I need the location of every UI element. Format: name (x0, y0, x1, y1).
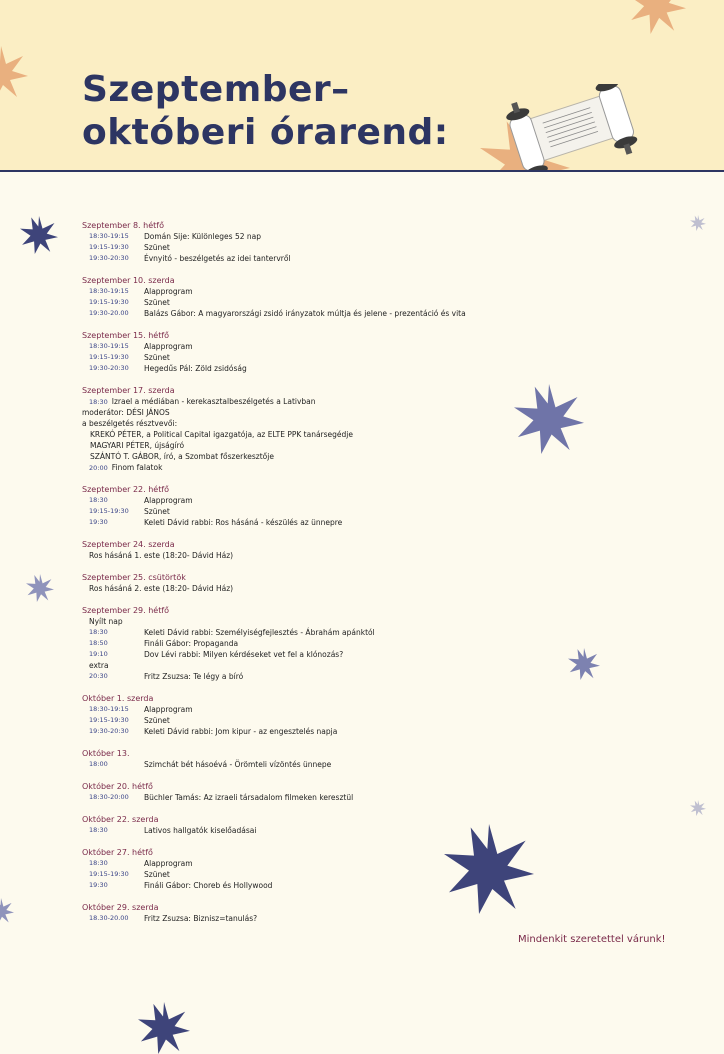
event-label: Finom falatok (112, 463, 163, 472)
event-label: Fináli Gábor: Propaganda (144, 638, 238, 649)
event-label: Domán Sije: Különleges 52 nap (144, 231, 261, 242)
schedule-row (82, 286, 522, 297)
time-label: 19:15-19:30 (82, 297, 144, 308)
time-label: 19:15-19:30 (82, 352, 144, 363)
time-label: 18:30-19:15 (82, 704, 144, 715)
header-band (0, 0, 724, 172)
time-label: 19:15-19:30 (82, 506, 144, 517)
time-label: 19:30 (82, 880, 144, 891)
day-title: Október 27. hétfő (82, 847, 522, 858)
schedule-row (82, 726, 522, 737)
schedule-row (82, 649, 522, 660)
schedule-row (82, 671, 522, 682)
schedule-row (82, 704, 522, 715)
event-label: Szünet (144, 242, 170, 253)
event-label: Büchler Tamás: Az izraeli társadalom filmeken keresztül (144, 792, 353, 803)
event-label: Szünet (144, 297, 170, 308)
event-label: Szünet (144, 715, 170, 726)
day-title: Október 29. szerda (82, 902, 522, 913)
event-label: Dov Lévi rabbi: Milyen kérdéseket vet fel a klónozás? (144, 649, 343, 660)
schedule-row (82, 715, 522, 726)
time-label: 19:15-19:30 (82, 715, 144, 726)
event-label: Keleti Dávid rabbi: Ros hásáná - készülés az ünnepre (144, 517, 342, 528)
schedule-row (82, 297, 522, 308)
event-detail-line: SZÁNTÓ T. GÁBOR, író, a Szombat főszerkesztője (82, 451, 522, 462)
event-label: Ros hásáná 2. este (18:20- Dávid Ház) (82, 583, 522, 594)
torah-scroll-icon (498, 84, 648, 172)
schedule-row (82, 627, 522, 638)
footer-message: Mindenkit szeretettel várunk! (518, 934, 666, 945)
title-line-1: Szeptember– (82, 68, 449, 111)
time-label: 18.30-20.00 (82, 913, 144, 924)
day-title: Szeptember 8. hétfő (82, 220, 522, 231)
schedule-row (82, 253, 522, 264)
schedule-day (82, 748, 522, 770)
event-label: Hegedűs Pál: Zöld zsidóság (144, 363, 247, 374)
schedule-day (82, 484, 522, 528)
day-title: Szeptember 22. hétfő (82, 484, 522, 495)
schedule-row (82, 462, 522, 473)
schedule-row (82, 308, 522, 319)
schedule-row (82, 913, 522, 924)
time-label: 19:30-20.00 (82, 308, 144, 319)
event-label: Alapprogram (144, 858, 193, 869)
time-label: 20:30 (82, 671, 144, 682)
schedule-row (82, 880, 522, 891)
time-label: 19:30-20:30 (82, 363, 144, 374)
time-label: 20:00 (89, 464, 108, 472)
schedule-day (82, 814, 522, 836)
event-detail-line: MAGYARI PÉTER, újságíró (82, 440, 522, 451)
schedule-day (82, 693, 522, 737)
day-title: Szeptember 10. szerda (82, 275, 522, 286)
time-label: 18:30-19:15 (82, 231, 144, 242)
time-label: 18:30 (82, 825, 144, 836)
time-label: 18:30 (89, 398, 108, 406)
decorative-star-icon (690, 215, 706, 231)
schedule-day (82, 220, 522, 264)
schedule-day (82, 847, 522, 891)
schedule-row (82, 363, 522, 374)
time-label: 19:15-19:30 (82, 242, 144, 253)
schedule-day (82, 330, 522, 374)
event-detail-line: a beszélgetés résztvevői: (82, 418, 522, 429)
event-label: Keleti Dávid rabbi: Személyiségfejlesztés - Ábrahám apánktól (144, 627, 375, 638)
time-label: 18:30-19:15 (82, 341, 144, 352)
event-label: Keleti Dávid rabbi: Jom kipur - az engesztelés napja (144, 726, 337, 737)
day-title: Szeptember 15. hétfő (82, 330, 522, 341)
day-title: Október 1. szerda (82, 693, 522, 704)
schedule-day (82, 572, 522, 594)
event-label: Alapprogram (144, 341, 193, 352)
event-label: Évnyitó - beszélgetés az idei tantervről (144, 253, 291, 264)
time-label: 18:30-19:15 (82, 286, 144, 297)
event-label: Fritz Zsuzsa: Biznisz=tanulás? (144, 913, 257, 924)
decorative-star-icon (26, 574, 54, 602)
schedule-day (82, 781, 522, 803)
time-label: 18:30 (82, 858, 144, 869)
event-label: Szünet (144, 352, 170, 363)
time-label: 19:15-19:30 (82, 869, 144, 880)
day-title: Október 22. szerda (82, 814, 522, 825)
time-label: 18:30 (82, 627, 144, 638)
event-label: Ros hásáná 1. este (18:20- Dávid Ház) (82, 550, 522, 561)
decorative-star-icon (0, 898, 14, 924)
event-label: extra (82, 660, 522, 671)
day-title: Október 20. hétfő (82, 781, 522, 792)
schedule-row (82, 352, 522, 363)
event-detail-line: moderátor: DÉSI JÁNOS (82, 407, 522, 418)
day-title: Október 13. (82, 748, 522, 759)
event-label: Alapprogram (144, 286, 193, 297)
event-label: Alapprogram (144, 704, 193, 715)
day-title: Szeptember 25. csütörtök (82, 572, 522, 583)
schedule-row (82, 792, 522, 803)
decorative-star-icon (628, 0, 686, 34)
event-label: Nyílt nap (82, 616, 522, 627)
day-title: Szeptember 29. hétfő (82, 605, 522, 616)
schedule-row (82, 759, 522, 770)
day-title: Szeptember 17. szerda (82, 385, 522, 396)
event-label: Szimchát bét hásoévá - Örömteli vízöntés ünnepe (144, 759, 331, 770)
schedule-row (82, 396, 522, 407)
event-detail-line: KREKÓ PÉTER, a Political Capital igazgatója, az ELTE PPK tanársegédje (82, 429, 522, 440)
schedule-row (82, 517, 522, 528)
schedule-day (82, 385, 522, 473)
schedule-day (82, 275, 522, 319)
decorative-star-icon (138, 1002, 190, 1054)
event-label: Lativos hallgatók kiselőadásai (144, 825, 256, 836)
event-label: Fináli Gábor: Choreb és Hollywood (144, 880, 272, 891)
time-label: 18:30 (82, 495, 144, 506)
schedule-list (82, 220, 522, 935)
time-label: 19:10 (82, 649, 144, 660)
schedule-row (82, 858, 522, 869)
decorative-star-icon (690, 800, 706, 816)
time-label: 19:30-20:30 (82, 726, 144, 737)
time-label: 19:30 (82, 517, 144, 528)
event-label: Alapprogram (144, 495, 193, 506)
decorative-star-icon (568, 648, 600, 680)
time-label: 18:00 (82, 759, 144, 770)
schedule-row (82, 231, 522, 242)
schedule-row (82, 825, 522, 836)
decorative-star-icon (0, 46, 28, 100)
event-label: Izrael a médiában - kerekasztalbeszélgetés a Lativban (112, 397, 316, 406)
time-label: 18:50 (82, 638, 144, 649)
event-label: Balázs Gábor: A magyarországi zsidó irányzatok múltja és jelene - prezentáció és vita (144, 308, 466, 319)
page-title (82, 68, 449, 154)
schedule-row (82, 506, 522, 517)
decorative-star-icon (20, 216, 58, 254)
schedule-day (82, 902, 522, 924)
decorative-star-icon (514, 384, 584, 454)
event-label: Szünet (144, 506, 170, 517)
day-title: Szeptember 24. szerda (82, 539, 522, 550)
time-label: 18:30-20:00 (82, 792, 144, 803)
schedule-day (82, 605, 522, 682)
schedule-row (82, 242, 522, 253)
event-label: Szünet (144, 869, 170, 880)
title-line-2: októberi órarend: (82, 111, 449, 154)
schedule-day (82, 539, 522, 561)
time-label: 19:30-20:30 (82, 253, 144, 264)
schedule-row (82, 495, 522, 506)
schedule-row (82, 869, 522, 880)
schedule-row (82, 341, 522, 352)
event-label: Fritz Zsuzsa: Te légy a bíró (144, 671, 243, 682)
schedule-row (82, 638, 522, 649)
